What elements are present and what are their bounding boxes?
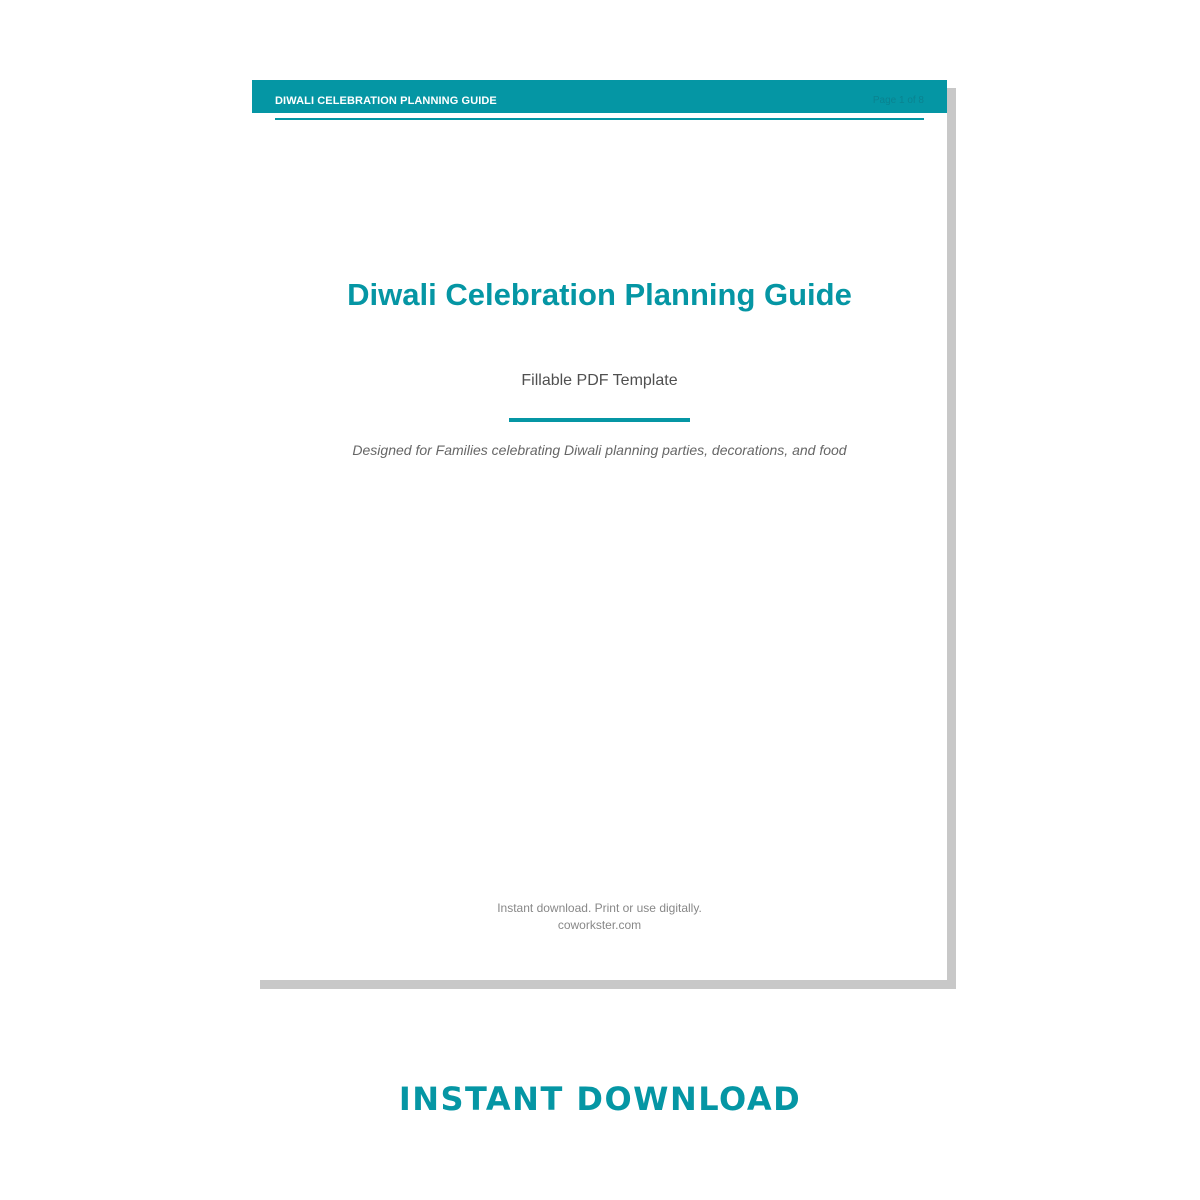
header-page-number: Page 1 of 8 — [872, 95, 924, 106]
header-title: DIWALI CELEBRATION PLANNING GUIDE — [275, 95, 497, 107]
footer-note: Instant download. Print or use digitally. — [497, 901, 702, 915]
instant-download-banner: INSTANT DOWNLOAD — [398, 1080, 802, 1118]
header-divider — [275, 118, 924, 120]
accent-divider — [509, 418, 690, 422]
document-page — [252, 80, 947, 980]
document-tagline: Designed for Families celebrating Diwali planning parties, decorations, and food — [352, 442, 847, 458]
footer-website: coworkster.com — [557, 918, 642, 932]
document-subtitle: Fillable PDF Template — [521, 372, 678, 389]
header-bar — [252, 80, 947, 113]
document-title: Diwali Celebration Planning Guide — [347, 277, 852, 312]
